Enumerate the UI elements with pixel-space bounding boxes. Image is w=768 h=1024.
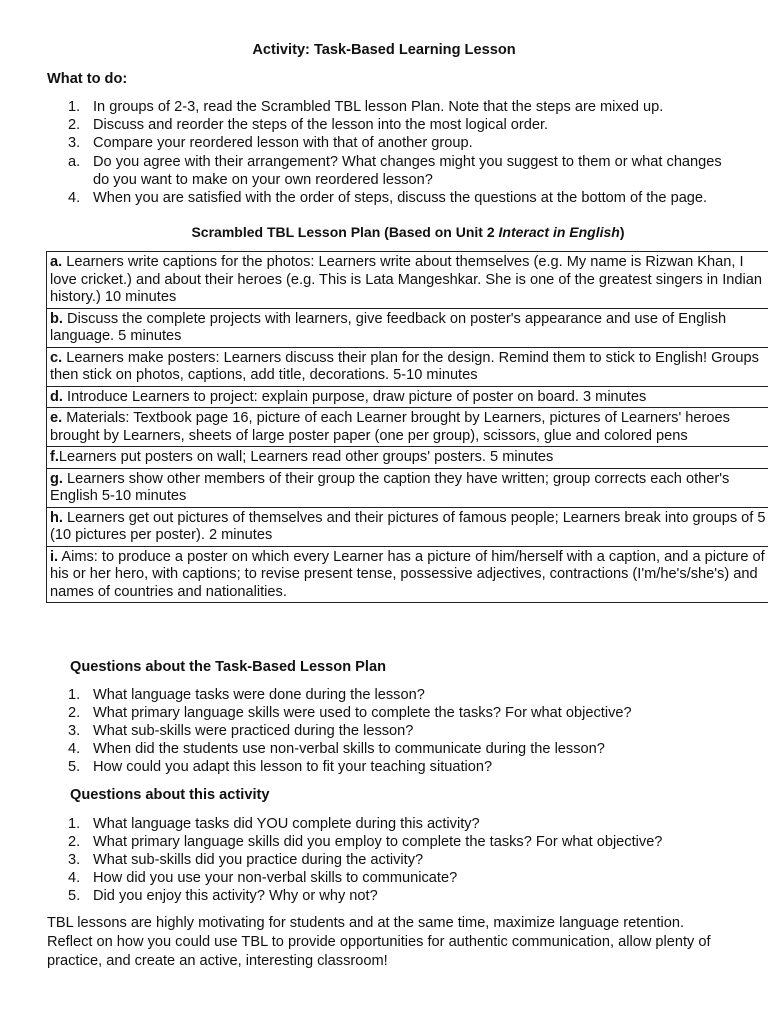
list-number: 2. [68, 117, 81, 134]
lesson-plan-table [46, 251, 768, 603]
row-text: Materials: Textbook page 16, picture of each Learner brought by Learners, pictures of Learners' heroes brought by Learners, sheets of large poster paper (one per group), scissors, glue and colored pens [50, 410, 730, 444]
questions-activity-heading: Questions about this activity [70, 787, 270, 803]
page-title: Activity: Task-Based Learning Lesson [252, 42, 516, 58]
list-number: 3. [68, 723, 81, 739]
list-subitem [47, 153, 727, 189]
list-number: a. [68, 153, 81, 170]
list-number: 3. [68, 135, 81, 152]
table-row [47, 546, 768, 603]
table-cell [47, 252, 768, 309]
table-cell [47, 308, 768, 347]
what-to-do-heading: What to do: [47, 71, 128, 87]
list-number: 5. [68, 759, 81, 775]
table-cell [47, 408, 768, 447]
list-item [47, 134, 727, 152]
table-row [47, 252, 768, 309]
list-text: How could you adapt this lesson to fit your teaching situation? [93, 759, 493, 775]
lesson-plan-title-suffix: ) [619, 224, 625, 240]
row-label: g. [50, 470, 63, 487]
row-text: Discuss the complete projects with learners, give feedback on poster's appearance and use of English language. 5 minutes [50, 310, 727, 344]
table-cell [47, 447, 768, 469]
list-text: What primary language skills were used to complete the tasks? For what objective? [93, 705, 632, 721]
list-item [47, 887, 747, 905]
questions-lesson-list [47, 686, 747, 776]
lesson-plan-title-book: Interact in English [498, 224, 620, 240]
row-label: i. [50, 548, 59, 565]
list-text: What sub-skills did you practice during the activity? [93, 852, 424, 868]
list-number: 4. [68, 870, 81, 886]
list-text: Did you enjoy this activity? Why or why not? [93, 888, 378, 904]
table-cell [47, 347, 768, 386]
table-cell [47, 468, 768, 507]
list-text: In groups of 2-3, read the Scrambled TBL lesson Plan. Note that the steps are mixed up. [93, 99, 664, 115]
table-cell [47, 546, 768, 603]
list-item [47, 722, 747, 740]
list-text: Discuss and reorder the steps of the lesson into the most logical order. [93, 117, 549, 134]
list-text: What primary language skills did you employ to complete the tasks? For what objective? [93, 834, 663, 850]
list-text: When you are satisfied with the order of steps, discuss the questions at the bottom of the page. [93, 190, 708, 207]
row-label: h. [50, 509, 63, 526]
list-item [47, 98, 727, 116]
questions-activity-list [47, 815, 747, 905]
table-row [47, 408, 768, 447]
list-number: 4. [68, 190, 81, 207]
row-label: f. [50, 449, 59, 465]
table-cell [47, 386, 768, 408]
list-number: 1. [68, 687, 81, 703]
closing-paragraph: TBL lessons are highly motivating for students and at the same time, maximize language retention. Reflect on how you could use TBL to provide opportunities for authentic communication, allow plenty of practice, and create an active, interesting classroom! [47, 915, 711, 969]
row-text: Learners get out pictures of themselves and their pictures of famous people; Learners break into groups of 5 (10 pictures per poster). 2 minutes [50, 509, 766, 543]
list-number: 5. [68, 888, 81, 904]
lesson-plan-title-prefix: Scrambled TBL Lesson Plan (Based on Unit 2 [191, 224, 499, 240]
list-item [47, 189, 727, 207]
instructions-list [47, 98, 727, 207]
table-row [47, 447, 768, 469]
row-text: Learners make posters: Learners discuss their plan for the design. Remind them to stick to English! Groups then stick on photos, captions, add title, decorations. 5-10 minutes [50, 349, 759, 383]
list-number: 2. [68, 705, 81, 721]
row-text: Introduce Learners to project: explain purpose, draw picture of poster on board. 3 minutes [62, 388, 647, 405]
table-row [47, 347, 768, 386]
row-label: d. [50, 388, 63, 405]
list-number: 1. [68, 99, 81, 115]
questions-lesson-heading: Questions about the Task-Based Lesson Plan [70, 659, 386, 675]
row-text: Aims: to produce a poster on which every Learner has a picture of him/herself with a caption, and a picture of his or her hero, with captions; to revise present tense, possessive adjectives, contractions (I'm/he's/she's) and names of countries and nationalities. [50, 548, 765, 600]
table-row [47, 507, 768, 546]
table-row [47, 468, 768, 507]
list-text: When did the students use non-verbal skills to communicate during the lesson? [93, 741, 605, 757]
list-text: What sub-skills were practiced during the lesson? [93, 723, 414, 739]
lesson-plan-title [0, 224, 768, 240]
list-item [47, 740, 747, 758]
table-row [47, 386, 768, 408]
row-label: c. [50, 349, 63, 366]
row-text: Learners write captions for the photos: Learners write about themselves (e.g. My name is Rizwan Khan, I love cricket.) and about their heroes (e.g. This is Lata Mangeshkar. She is one of the greatest singers in Indian history.) 10 minutes [50, 254, 762, 305]
list-text: What language tasks did YOU complete during this activity? [93, 816, 480, 832]
list-number: 4. [68, 741, 81, 757]
list-item [47, 815, 747, 833]
table-cell [47, 507, 768, 546]
row-label: b. [50, 310, 63, 327]
list-number: 2. [68, 834, 81, 850]
list-item [47, 833, 747, 851]
list-item [47, 704, 747, 722]
list-item [47, 869, 747, 887]
row-text: Learners put posters on wall; Learners read other groups' posters. 5 minutes [58, 449, 554, 465]
list-number: 1. [68, 816, 81, 832]
list-item [47, 116, 727, 134]
list-item [47, 686, 747, 704]
list-number: 3. [68, 852, 81, 868]
list-text: How did you use your non-verbal skills to communicate? [93, 870, 458, 886]
list-item [47, 758, 747, 776]
table-row [47, 308, 768, 347]
row-text: Learners show other members of their group the caption they have written; group corrects each other's English 5-10 minutes [50, 470, 730, 504]
row-label: a. [50, 254, 63, 270]
row-label: e. [50, 410, 63, 426]
list-item [47, 851, 747, 869]
list-text: Do you agree with their arrangement? What changes might you suggest to them or what changes do you want to make on your own reordered lesson? [93, 153, 722, 188]
list-text: What language tasks were done during the lesson? [93, 687, 425, 703]
list-text: Compare your reordered lesson with that of another group. [93, 135, 473, 152]
